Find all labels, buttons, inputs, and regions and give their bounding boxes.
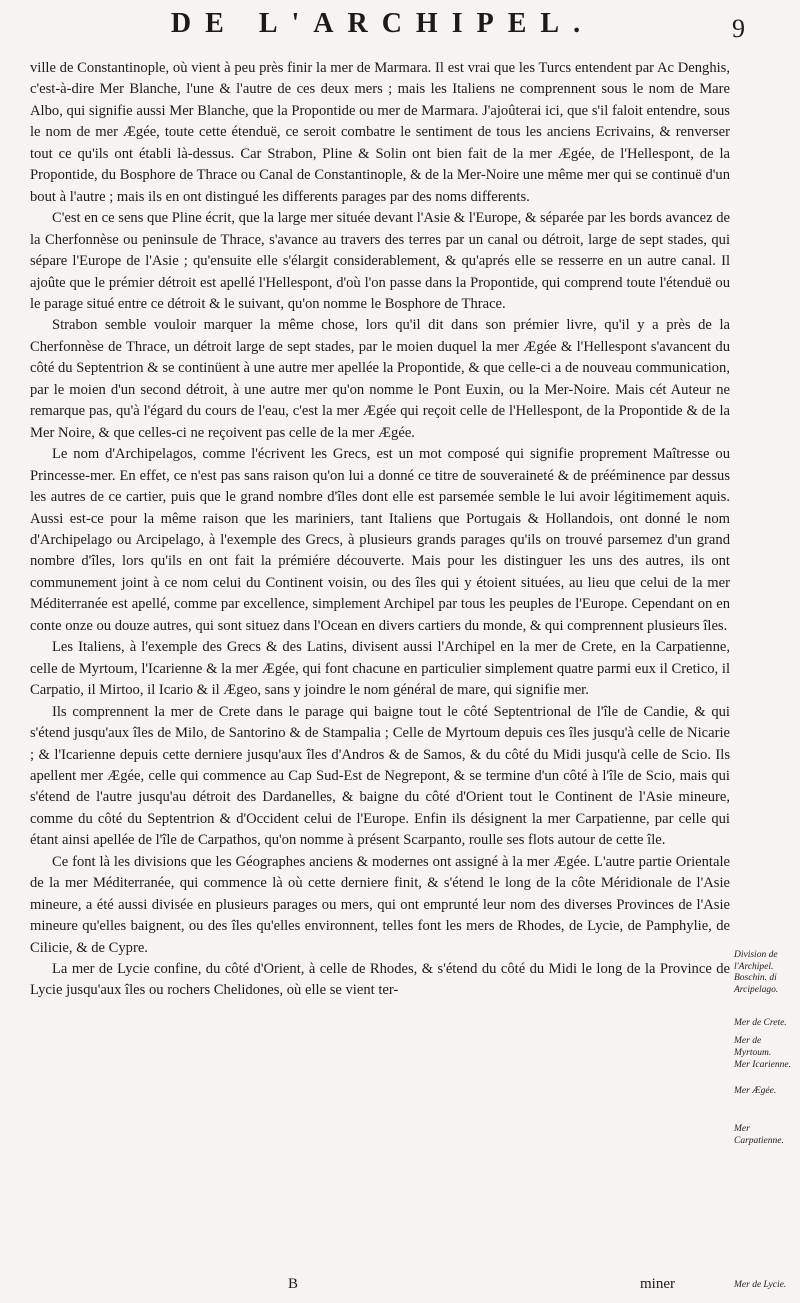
margin-note-egee: Mer Ægée. xyxy=(734,1086,777,1096)
paragraph: C'est en ce sens que Pline écrit, que la large mer située devant l'Asie & l'Europe, & séparée par les bords avancez de la Cherfonnèse ou peninsule de Thrace, s'avance au travers des terres par un canal ou détroit, large de sept stades, qui sépare l'Europe de l'Asie ; qu'ensuite elle s'élargit considerablement, & qu'aprés elle se resserre en un autre canal. Il ajoûte que le prémier détroit est apellé l'Hellespont, d'où l'on passe dans la Propontide, qui comprend toute l'étenduë ou le parage situé entre ce détroit & le suivant, qu'on nomme le Bosphore de Thrace. xyxy=(30,210,730,312)
paragraph: La mer de Lycie confine, du côté d'Orient, à celle de Rhodes, & s'étend du côté du Midi le long de la Province de Lycie jusqu'aux îles ou rochers Chelidones, où elle se vient ter- xyxy=(30,961,730,999)
margin-note-carpatienne: Mer Carpatienne. xyxy=(734,1124,784,1146)
running-head: DE L'ARCHIPEL. xyxy=(170,8,595,39)
margin-note-icarienne: Mer Icarienne. xyxy=(734,1060,791,1070)
page-number: 9 xyxy=(732,14,745,43)
paragraph: Ce font là les divisions que les Géographes anciens & modernes ont assigné à la mer Ægée. L'autre partie Orientale de la mer Méditerranée, qui commence là où cette derniere finit, & s'étend le long de la côte Méridionale de l'Asie mineure, a été aussi divisée en plusieurs parages ou mers, qui ont emprunté leur nom des diverses Provinces de l'Asie mineure qu'elles baignent, ou des îles qu'elles environnent, telles font les mers de Rhodes, de Lycie, de Pamphylie, de Cilicie, & de Cypre. xyxy=(30,853,730,956)
body-text xyxy=(30,58,730,1002)
margin-note-crete: Mer de Crete. xyxy=(734,1018,787,1028)
paragraph: Le nom d'Archipelagos, comme l'écrivent les Grecs, est un mot composé qui signifie proprement Maîtresse ou Princesse-mer. En effet, ce n'est pas sans raison qu'on lui a donné ce titre de souveraineté & de prééminence par dessus les autres de ce cartier, puis que le grand nombre d'îles dont elle est parsemée semble le lui avoir légitimement aquis. Aussi est-ce pour la même raison que les mariniers, tant Italiens que Portugais & Hollandois, ont donné le nom d'Archipelago ou Arcipelago, à l'exemple des Grecs, à plusieurs grands parages qu'ils on trouvé parsemez d'un grand nombre d'îles, lors qu'ils en ont fait la prémiére découverte. Mais pour les distinguer les uns des autres, ils ont communement joint à ce nom celui du Continent voisin, ou des îles qui y étoient situées, au lieu que celui de la mer Méditerranée est apellé, comme par excellence, simplement Archipel par tous les peuples de l'Europe. Cependant on en conte onze ou douze autres, qui sont situez dans l'Ocean en divers cartiers du monde, & qui comprennent plusieurs îles. xyxy=(30,446,730,634)
margin-note-lycie: Mer de Lycie. xyxy=(734,1280,787,1290)
margin-note-division: Division de l'Archipel. Boschin. di Arcipelago. xyxy=(734,950,779,995)
page-header xyxy=(30,8,745,48)
catchword: miner xyxy=(640,1276,675,1292)
paragraph: Ils comprennent la mer de Crete dans le parage qui baigne tout le côté Septentrional de l'île de Candie, & qui s'étend jusqu'aux îles de Milo, de Santorino & de Stampalia ; Celle de Myrtoum depuis ces îles jusqu'à celle de Nicarie ; & l'Icarienne depuis cette derniere jusqu'aux îles d'Andros & de Samos, & du côté du Midi jusqu'à celle de Scio. Ils apellent mer Ægée, celle qui commence au Cap Sud-Est de Negrepont, & se termine d'un côté à l'île de Scio, mais qui s'étend de l'autre jusqu'au détroit des Dardanelles, & baigne du côté d'Orient tout le Continent de l'Asie mineure, comme du côté du Septentrion & d'Occident celui de l'Europe. Enfin ils désignent la mer Carpatienne, par celle qui étant ainsi apellée de l'île de Carpathos, qu'on nomme à présent Scarpanto, roulle ses flots autour de cette île. xyxy=(30,703,730,849)
paragraph: Les Italiens, à l'exemple des Grecs & des Latins, divisent aussi l'Archipel en la mer de Crete, en la Carpatienne, celle de Myrtoum, l'Icarienne & la mer Ægée, qui font chacune en particulier simplement quatre parmi eux il Cretico, il Carpatio, il Mirtoo, il Icario & il Ægeo, sans y joindre le nom général de mare, qui signifie mer. xyxy=(30,639,730,699)
signature-mark: B xyxy=(288,1276,299,1292)
paragraph: Strabon semble vouloir marquer la même chose, lors qu'il dit dans son prémier livre, qu'il y a près de la Cherfonnèse de Thrace, un détroit large de sept stades, par le moien duquel la mer Ægée & l'Hellespont s'avancent du côté du Septentrion & se continüent à une autre mer apellée la Propontide, & que celle-ci a de nouveau communication, par le moien d'un second détroit, à une autre mer qu'on nomme le Pont Euxin, ou la Mer-Noire. Mais cét Auteur ne remarque pas, qu'à l'égard du cours de l'eau, c'est la mer Ægée qui reçoit celle de l'Hellespont, de la Propontide & de la Mer Noire, & que celles-ci ne reçoivent pas celle de la mer Ægée. xyxy=(30,317,730,441)
paragraph: ville de Constantinople, où vient à peu près finir la mer de Marmara. Il est vrai que les Turcs entendent par Ac Denghis, c'est-à-dire Mer Blanche, l'une & l'autre de ces deux mers ; mais les Italiens ne comprennent sous le nom de Mare Albo, qui signifie aussi Mer Blanche, que la Propontide ou mer de Marmara. J'ajoûterai ici, que s'il faloit entendre, sous le nom de mer Ægée, toute cette étenduë, ce seroit combatre le sentiment de tous les anciens Ecrivains, & renverser tout ce qu'ils ont établi là-dessus. Car Strabon, Pline & Solin ont bien fait de la mer Ægée, de l'Hellespont, de la Propontide, du Bosphore de Thrace ou Canal de Constantinople, & de la Mer-Noire une même mer qui se continuë d'un bout à l'autre ; mais ils en ont distingué les differents parages par des noms differents. xyxy=(30,60,730,205)
margin-note-myrtoum: Mer de Myrtoum. xyxy=(734,1036,772,1058)
